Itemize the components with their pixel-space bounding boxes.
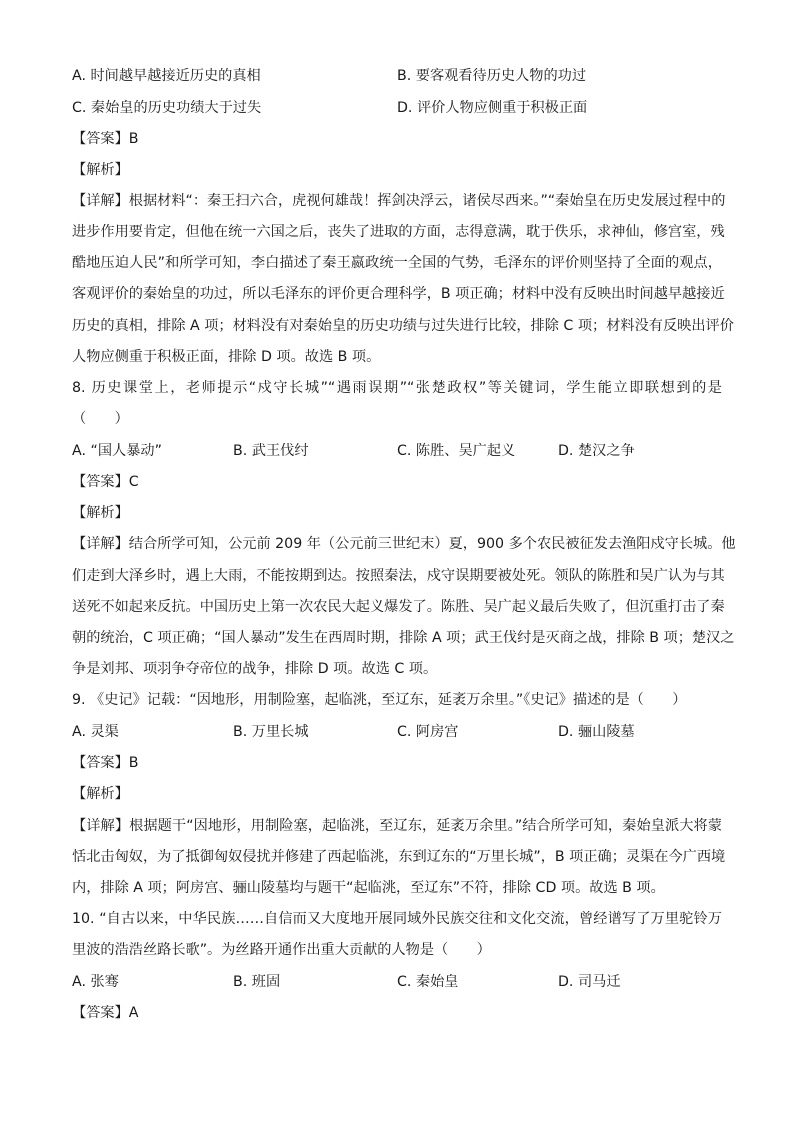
q10-option-d: D. 司马迁 [558, 974, 621, 990]
q9-option-a: A. 灵渠 [72, 724, 119, 740]
q8-answer: 【答案】C [72, 474, 139, 490]
q10-option-a: A. 张骞 [72, 974, 119, 990]
q8-option-a: A. “国人暴动” [72, 443, 162, 459]
q9-option-b: B. 万里长城 [233, 724, 309, 740]
q9-detail-line: 恬北击匈奴，为了抵御匈奴侵扰并修建了西起临洮，东到辽东的“万里长城”，B 项正确；灵渠在今广西境 [72, 849, 726, 865]
q9-detail-line: 【详解】根据题干“因地形，用制险塞，起临洮，至辽东，延袤万余里。”结合所学可知，秦始皇派大将蒙 [72, 818, 722, 834]
q7-detail-line: 【详解】根据材料“：秦王扫六合，虎视何雄哉！挥剑决浮云，诸侯尽西来。”“秦始皇在历史发展过程中的 [72, 193, 726, 209]
q7-detail-line: 酷地压迫人民”和所学可知，李白描述了秦王嬴政统一全国的气势，毛泽东的评价则坚持了全面的观点， [72, 255, 722, 271]
q8-detail-line: 们走到大泽乡时，遇上大雨，不能按期到达。按照秦法，戍守误期要被处死。领队的陈胜和吴广认为与其 [72, 568, 725, 584]
q7-detail-line: 历史的真相，排除 A 项；材料没有对秦始皇的历史功绩与过失进行比较，排除 C 项；材料没有反映出评价 [72, 318, 734, 334]
q7-option-b: B. 要客观看待历史人物的功过 [397, 68, 587, 84]
q7-option-d: D. 评价人物应侧重于积极正面 [397, 100, 588, 116]
q8-option-d: D. 楚汉之争 [558, 443, 635, 459]
q7-analysis-label: 【解析】 [72, 162, 129, 178]
q8-detail-line: 送死不如起来反抗。中国历史上第一次农民大起义爆发了。陈胜、吴广起义最后失败了，但沉重打击了秦 [72, 599, 725, 615]
q7-option-c: C. 秦始皇的历史功绩大于过失 [72, 100, 262, 116]
q8-detail-line: 争是刘邦、项羽争夺帝位的战争，排除 D 项。故选 C 项。 [72, 661, 438, 677]
q9-option-d: D. 骊山陵墓 [558, 724, 635, 740]
q9-stem: 9. 《史记》记载：“因地形，用制险塞，起临洮，至辽东，延袤万余里。”《史记》描述的是（ ） [72, 692, 687, 708]
q9-option-c: C. 阿房宫 [397, 724, 459, 740]
q8-option-c: C. 陈胜、吴广起义 [397, 443, 516, 459]
q10-option-c: C. 秦始皇 [397, 974, 459, 990]
q10-option-b: B. 班固 [233, 974, 281, 990]
q8-detail-line: 【详解】结合所学可知，公元前 209 年（公元前三世纪末）夏，900 多个农民被征发去渔阳戍守长城。他 [72, 536, 736, 552]
q7-detail-line: 进步作用要肯定，但他在统一六国之后，丧失了进取的方面，志得意满，耽于佚乐，求神仙，修宫室，残 [72, 224, 725, 240]
q7-answer: 【答案】B [72, 131, 139, 147]
q8-stem-line: （ ） [72, 411, 129, 427]
q9-detail-line: 内，排除 A 项；阿房宫、骊山陵墓均与题干“起临洮，至辽东”不符，排除 CD 项。故选 B 项。 [72, 880, 665, 896]
q7-option-a: A. 时间越早越接近历史的真相 [72, 68, 261, 84]
q10-stem-line: 10. “自古以来，中华民族……自信而又大度地开展同域外民族交往和文化交流，曾经谱写了万里驼铃万 [72, 911, 722, 927]
q10-stem-line: 里波的浩浩丝路长歌”。为丝路开通作出重大贡献的人物是（ ） [72, 942, 491, 958]
q7-detail-line: 人物应侧重于积极正面，排除 D 项。故选 B 项。 [72, 349, 381, 365]
q8-analysis-label: 【解析】 [72, 505, 129, 521]
q8-detail-line: 朝的统治，C 项正确；“国人暴动”发生在西周时期，排除 A 项；武王伐纣是灭商之战，排除 B 项；楚汉之 [72, 630, 735, 646]
q8-stem-line: 8. 历史课堂上，老师提示“戍守长城”“遇雨误期”“张楚政权”等关键词，学生能立即联想到的是 [72, 380, 722, 396]
q9-answer: 【答案】B [72, 755, 139, 771]
q7-detail-line: 客观评价的秦始皇的功过，所以毛泽东的评价更合理科学，B 项正确；材料中没有反映出时间越早越接近 [72, 286, 725, 302]
q10-answer: 【答案】A [72, 1005, 139, 1021]
q9-analysis-label: 【解析】 [72, 786, 129, 802]
q8-option-b: B. 武王伐纣 [233, 443, 309, 459]
